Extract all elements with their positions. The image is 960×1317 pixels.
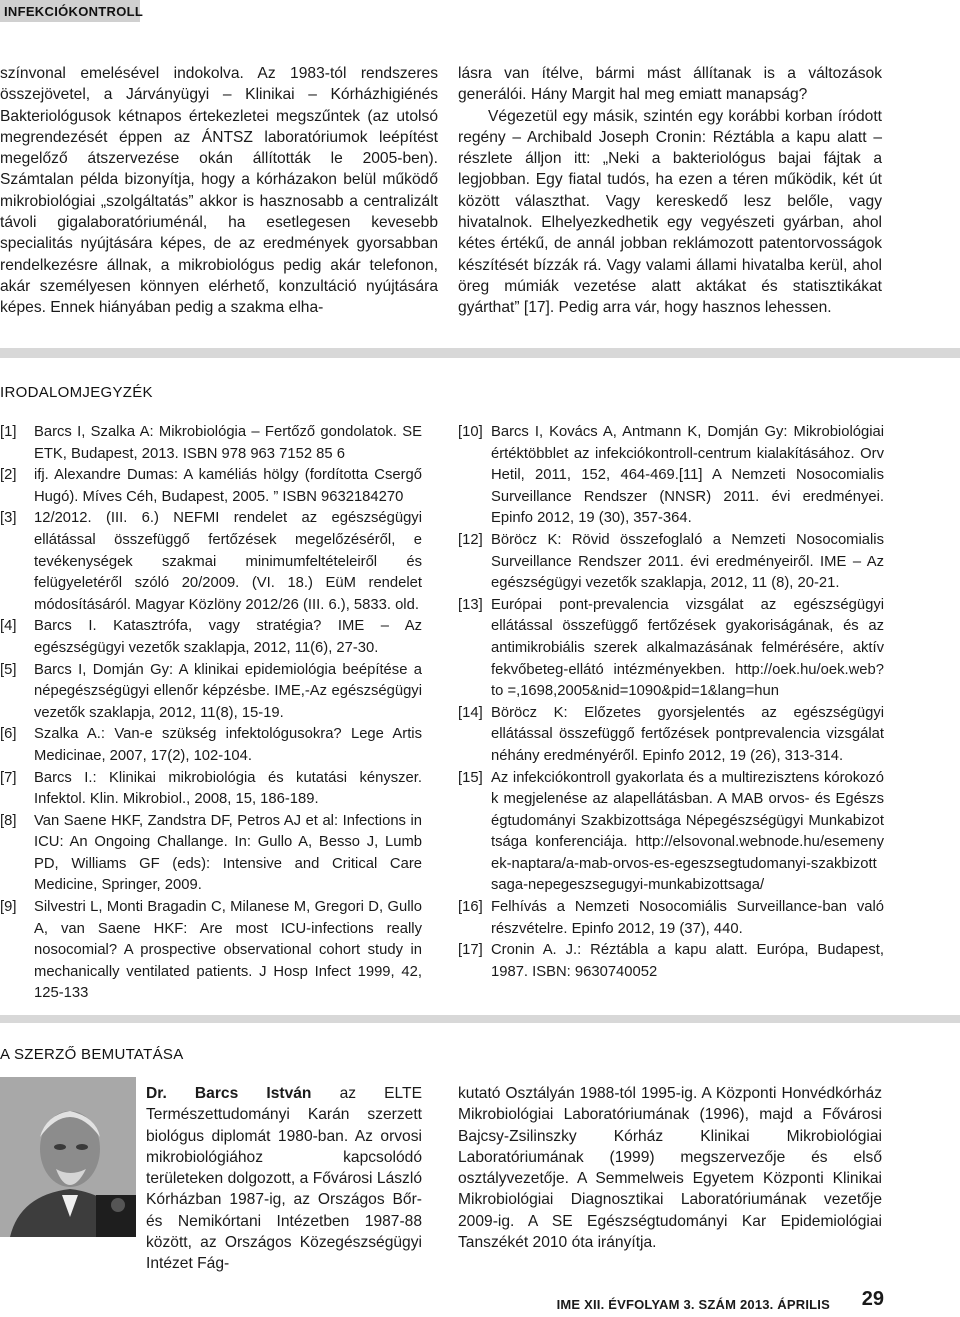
reference-text: Európai pont-prevalencia vizsgálat az egészségügyi ellátással összefüggő fertőzések gyakoriságának, és az antimikrobiális szerek alkalmazásának felmérésére, aktív fekvőbeteg-ellátó intézményekben. http://oek.hu/oek.web?to =,1698,2005&nid=1090&pid=1&lang=hun xyxy=(491,596,884,700)
section-divider xyxy=(0,348,960,358)
section-divider xyxy=(0,1015,960,1023)
page-number: 29 xyxy=(861,1288,884,1310)
reference-text: Felhívás a Nemzeti Nosocomiális Surveillance-ban való részvételre. Epinfo 2012, 19 (37), 440. xyxy=(491,899,884,937)
reference-number: [2] xyxy=(0,467,17,484)
reference-text: Silvestri L, Monti Bragadin C, Milanese M, Gregori D, Gullo A, van Saene HKF: Are most ICU-infections really nosocomial? A prospective observational cohort study in mechanically ventilated patients. J Hosp Infect 1999, 42, 125-133 xyxy=(34,899,422,1002)
reference-item xyxy=(0,897,422,1005)
reference-item xyxy=(0,660,422,725)
reference-number: [17] xyxy=(458,942,483,959)
reference-text: Barcs I, Szalka A: Mikrobiológia – Fertőző gondolatok. SE ETK, Budapest, 2013. ISBN 978 963 7152 85 6 xyxy=(34,424,422,462)
reference-number: [3] xyxy=(0,510,17,527)
reference-number: [6] xyxy=(0,726,17,743)
section-label: INFEKCIÓKONTROLL xyxy=(4,4,144,19)
reference-number: [1] xyxy=(0,424,17,440)
reference-item xyxy=(0,465,422,508)
reference-number: [7] xyxy=(0,769,17,786)
reference-item xyxy=(458,768,884,898)
body-paragraph: Végezetül egy másik, szintén egy korábbi korban íródott regény – Archibald Joseph Cronin: Réztábla a kapu alatt – részlete álljon itt: „Neki a bakteriológus bajai fájtak a legjobban. Egy fiatal tudós, ha ezen a téren működik, két út között választhat. Vagy kereskedő lesz belőle, vagy hivatalnok. Elhelyezkedhetik egy vegyészeti gyárban, ahol kétes értékű, de annál jobban reklámozott patentorvosságok készítését bízzák rá. Vagy valami állami hivatalba kerül, ahol öreg múmiák vezetése alatt aktákat és statisztikákat gyárthat” [17]. Pedig arra vár, hogy hasznos lehessen. xyxy=(458,107,882,317)
reference-item xyxy=(458,897,884,940)
body-column-right xyxy=(458,63,882,319)
reference-number: [10] xyxy=(458,424,483,440)
reference-text: Az infekciókontroll gyakorlata és a multirezisztens kórokozók megjelenése az alapellátásban. A MAB orvos- és Egészségtudományi Szakbizottsága Népegészségügyi Munkabizottsága konferenciája. http://elsovonal.webnode.hu/esemenyek-naptara/a-mab-orvos-es-egeszsegtudomanyi-szakbizottsaga-nepegeszsegugyi-munkabizottsaga/ xyxy=(491,769,884,894)
reference-number: [12] xyxy=(458,531,483,548)
journal-issue-footer: IME XII. ÉVFOLYAM 3. SZÁM 2013. ÁPRILIS xyxy=(556,1297,830,1312)
reference-number: [16] xyxy=(458,899,483,916)
reference-text: Böröcz K: Előzetes gyorsjelentés az egészségügyi ellátással összefüggő fertőzések pontprevalencia vizsgálat néhány eredményéről. Epinfo 2012, 19 (26), 313-314. xyxy=(491,704,884,764)
reference-text: Szalka A.: Van-e szükség infektológusokra? Lege Artis Medicinae, 2007, 17(2), 102-104. xyxy=(34,726,422,764)
reference-item xyxy=(0,422,422,465)
references-list-right xyxy=(458,422,884,983)
reference-text: ifj. Alexandre Dumas: A kaméliás hölgy (fordította Csergő Hugó). Míves Céh, Budapest, 2005. ” ISBN 9632184270 xyxy=(34,467,422,505)
reference-text: Barcs I, Domján Gy: A klinikai epidemiológia beépítése a népegészségügyi ellenőr képzésbe. IME,-Az egészségügyi vezetők szaklapja, 2012, 11(8), 15-19. xyxy=(34,661,422,721)
reference-text: Van Saene HKF, Zandstra DF, Petros AJ et al: Infections in ICU: An Ongoing Challange. In: Gullo A, Besso J, Lumb PD, Williams GF (eds): Intensive and Critical Care Medicine, Springer, 2009. xyxy=(34,812,422,894)
author-section-title: A SZERZŐ BEMUTATÁSA xyxy=(0,1046,184,1063)
reference-item xyxy=(0,616,422,659)
reference-item xyxy=(0,768,422,811)
reference-item xyxy=(0,724,422,767)
author-name: Dr. Barcs István xyxy=(146,1085,312,1102)
reference-item xyxy=(0,508,422,616)
reference-text: Barcs I.: Klinikai mikrobiológia és kutatási kényszer. Infektol. Klin. Mikrobiol., 2008, 15, 186-189. xyxy=(34,769,422,808)
reference-number: [14] xyxy=(458,704,483,721)
body-paragraph: színvonal emelésével indokolva. Az 1983-tól rendszeres összejövetel, a Járványügyi – Klinikai – Kórházhigiénés Bakteriológusok kétnapos értekezletei megszűntek (az utolsó megrendezését éppen az ÁNTSZ laboratóriumok leépítést megelőző átszervezése okán állították le 2005-ben). Számtalan példa bizonyítja, hogy a kórházakon belül működő mikrobiológiai „szolgáltatás” akkor is hasznosabb a centralizált távoli gigalaboratóriuménál, ha esetlegesen kevesebb specialitás nyújtására képes, de az eredmények gyorsabban rendelkezésre állnak, a mikrobiológus pedig akár telefonon, akár személyesen könnyen elérhető, konzultáció nyújtására képes. Ennek hiányában pedig a szakma elha- xyxy=(0,65,438,317)
author-bio-left xyxy=(146,1083,422,1275)
reference-text: 12/2012. (III. 6.) NEFMI rendelet az egészségügyi ellátással összefüggő fertőzések megelőzéséről, e tevékenységek szakmai minimumfeltételeiről és felügyeletéről szóló 20/2009. (VI. 18.) EüM rendelet módosításáról. Magyar Közlöny 2012/26 (III. 6.), 5833. old. xyxy=(34,510,422,613)
reference-text: Barcs I. Katasztrófa, vagy stratégia? IME – Az egészségügyi vezetők szaklapja, 2012, 11(6), 27-30. xyxy=(34,618,422,656)
reference-item xyxy=(458,422,884,530)
section-header-tab xyxy=(0,0,144,22)
reference-number: [4] xyxy=(0,618,17,635)
reference-item xyxy=(458,703,884,768)
reference-number: [15] xyxy=(458,769,483,786)
author-bio-text: kutató Osztályán 1988-tól 1995-ig. A Központi Honvédkórház Mikrobiológiai Laboratóriumának (1996), majd a Fővárosi Bajcsy-Zsilinszky Kórház Klinikai Mikrobiológiai Laboratóriumának (1999) megszervezője és első osztályvezetője. A Semmelweis Egyetem Központi Klinikai Mikrobiológiai Diagnosztikai Laboratóriumának vezetője 2009-ig. A SE Egészségtudományi Kar Epidemiológiai Tanszékét 2010 óta irányítja. xyxy=(458,1085,882,1252)
reference-text: Cronin A. J.: Réztábla a kapu alatt. Európa, Budapest, 1987. ISBN: 9630740052 xyxy=(491,942,884,980)
reference-text: Böröcz K: Rövid összefoglaló a Nemzeti Nosocomialis Surveillance Rendszer 2011. évi eredményeiről. IME – Az egészségügyi vezetők szaklapja, 2012, 11 (8), 20-21. xyxy=(491,531,884,592)
references-list-left xyxy=(0,422,422,1005)
reference-number: [13] xyxy=(458,596,483,613)
references-title: IRODALOMJEGYZÉK xyxy=(0,384,153,401)
reference-number: [5] xyxy=(0,661,17,678)
reference-item xyxy=(458,940,884,983)
reference-text: Barcs I, Kovács A, Antmann K, Domján Gy: Mikrobiológiai értéktöbblet az infekciókontroll-centrum kialakításához. Orv Hetil, 2011, 152, 464-469.[11] A Nemzeti Nosocomialis Surveillance Rendszer (NNSR) 2011. évi eredményei. Epinfo 2012, 19 (30), 357-364. xyxy=(491,424,884,527)
reference-item xyxy=(0,811,422,897)
reference-number: [8] xyxy=(0,812,17,829)
author-bio-text: az ELTE Természettudományi Karán szerzett biológus diplomát 1980-ban. Az orvosi mikrobiológiához kapcsolódó területeken dolgozott, a Fővárosi László Kórházban 1987-ig, az Országos Bőr- és Nemikórtani Intézetben 1987-88 között, az Országos Közegészségügyi Intézet Fág- xyxy=(146,1085,422,1273)
reference-item xyxy=(458,595,884,703)
author-portrait-image xyxy=(0,1077,136,1237)
author-bio-right xyxy=(458,1083,882,1253)
body-column-left xyxy=(0,63,438,319)
reference-item xyxy=(458,530,884,595)
author-photo xyxy=(0,1077,136,1237)
body-paragraph: lásra van ítélve, bármi mást állítanak is a változások generálói. Hány Margit hal meg emiatt manapság? xyxy=(458,65,882,104)
reference-number: [9] xyxy=(0,899,17,916)
